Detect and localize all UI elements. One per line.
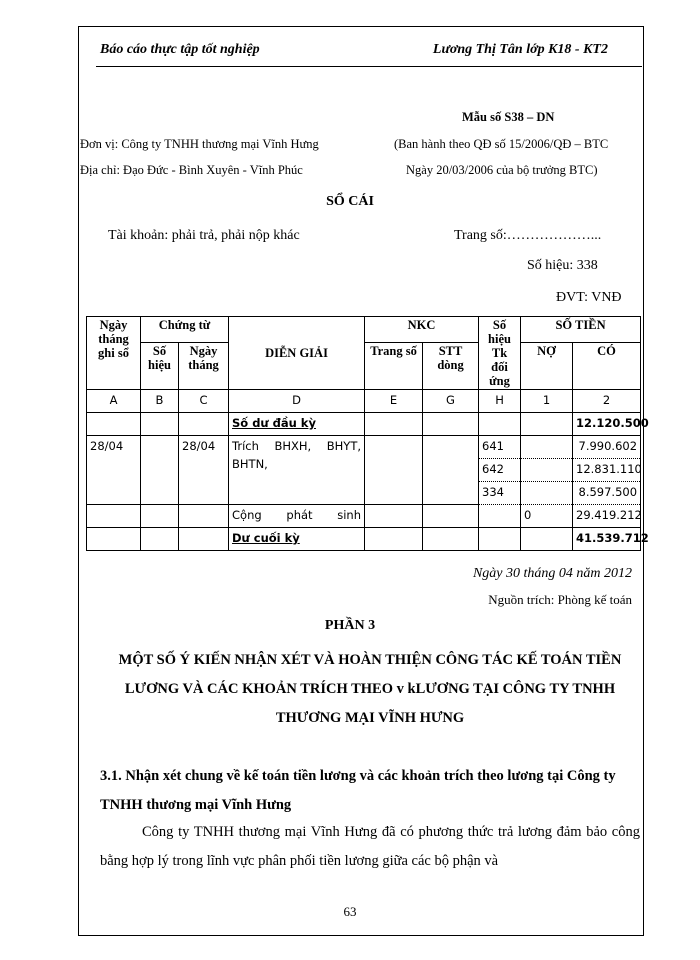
data-source: Nguồn trích: Phòng kế toán	[488, 592, 632, 607]
section-heading: MỘT SỐ Ý KIẾN NHẬN XÉT VÀ HOÀN THIỆN CÔNG TÁC KẾ TOÁN TIỀN LƯƠNG VÀ CÁC KHOẢN TRÍCH THEO v kLƯƠNG TẠI CÔNG TY TNHH THƯƠNG MẠI VĨNH HƯNG	[118, 652, 622, 726]
code-cell: G	[423, 390, 479, 413]
subsection-heading: 3.1. Nhận xét chung về kế toán tiền lương và các khoản trích theo lương tại Công ty TNHH thương mại Vĩnh Hưng	[100, 768, 616, 813]
code-cell: D	[229, 390, 365, 413]
closing-balance-label: Dư cuối kỳ	[229, 528, 365, 551]
account-name: Tài khoản: phải trả, phải nộp khác	[108, 228, 300, 243]
entry-credit: 7.990.602	[573, 436, 641, 459]
ledger-table	[86, 316, 649, 551]
page-field: Trang số:………………...	[454, 228, 602, 243]
header-report-title: Báo cáo thực tập tốt nghiệp	[100, 42, 260, 57]
entry-contra-account: 641	[479, 436, 521, 459]
currency-unit: ĐVT: VNĐ	[556, 290, 622, 305]
code-cell: B	[141, 390, 179, 413]
code-cell: C	[179, 390, 229, 413]
entry-row	[87, 436, 641, 459]
closing-balance-row	[87, 528, 641, 551]
entry-credit: 8.597.500	[573, 482, 641, 505]
opening-balance-credit: 12.120.500	[573, 413, 641, 436]
col-date-header: Ngày tháng ghi sổ	[87, 317, 141, 390]
code-cell: H	[479, 390, 521, 413]
unit-name: Đơn vị: Công ty TNHH thương mại Vĩnh Hưng	[80, 137, 319, 151]
col-nkc-page-header: Trang số	[365, 342, 423, 389]
entry-contra-account: 642	[479, 459, 521, 482]
col-credit-header: CÓ	[573, 342, 641, 389]
unit-address: Địa chỉ: Đạo Đức - Bình Xuyên - Vĩnh Phúc	[80, 163, 303, 177]
movement-credit: 29.419.212	[573, 505, 641, 528]
entry-contra-account: 334	[479, 482, 521, 505]
code-row	[87, 390, 641, 413]
decision-date: Ngày 20/03/2006 của bộ trưởng BTC)	[406, 163, 598, 177]
header-row-1	[87, 317, 641, 343]
movement-row	[87, 505, 641, 528]
code-cell: A	[87, 390, 141, 413]
entry-voucher-date: 28/04	[179, 436, 229, 505]
col-nkc-line-header: STT dòng	[423, 342, 479, 389]
entry-date: 28/04	[87, 436, 141, 505]
col-voucher-date-header: Ngày tháng	[179, 342, 229, 389]
header-divider	[96, 66, 642, 67]
header-author: Lương Thị Tân lớp K18 - KT2	[432, 42, 608, 57]
col-voucher-header: Chứng từ	[141, 317, 229, 343]
opening-balance-label: Số dư đầu kỳ	[229, 413, 365, 436]
entry-credit: 12.831.110	[573, 459, 641, 482]
entry-description: Trích BHXH, BHYT, BHTN,	[229, 436, 365, 505]
movement-debit: 0	[521, 505, 573, 528]
signing-date: Ngày 30 tháng 04 năm 2012	[472, 566, 632, 581]
movement-label: Cộng phát sinh	[229, 505, 365, 528]
code-cell: 2	[573, 390, 641, 413]
col-voucher-no-header: Số hiệu	[141, 342, 179, 389]
code-cell: E	[365, 390, 423, 413]
col-nkc-header: NKC	[365, 317, 479, 343]
part-title: PHẦN 3	[324, 618, 376, 633]
opening-balance-row	[87, 413, 641, 436]
col-description-header: DIỄN GIẢI	[229, 317, 365, 390]
page-number: 63	[343, 904, 357, 919]
closing-balance-credit: 41.539.712	[573, 528, 641, 551]
account-number: Số hiệu: 338	[527, 258, 598, 273]
ledger-title: SỔ CÁI	[326, 194, 374, 209]
code-cell: 1	[521, 390, 573, 413]
col-amount-header: SỐ TIỀN	[521, 317, 641, 343]
decision-ref: (Ban hành theo QĐ số 15/2006/QĐ – BTC	[394, 137, 609, 151]
col-debit-header: NỢ	[521, 342, 573, 389]
form-code: Mẫu số S38 – DN	[462, 110, 555, 124]
body-paragraph: Công ty TNHH thương mại Vĩnh Hưng đã có phương thức trả lương đảm bảo công bằng hợp lý trong lĩnh vực phân phối tiền lương giữa các bộ phận và	[100, 824, 640, 869]
col-contra-header: Số hiệu Tk đối ứng	[479, 317, 521, 390]
